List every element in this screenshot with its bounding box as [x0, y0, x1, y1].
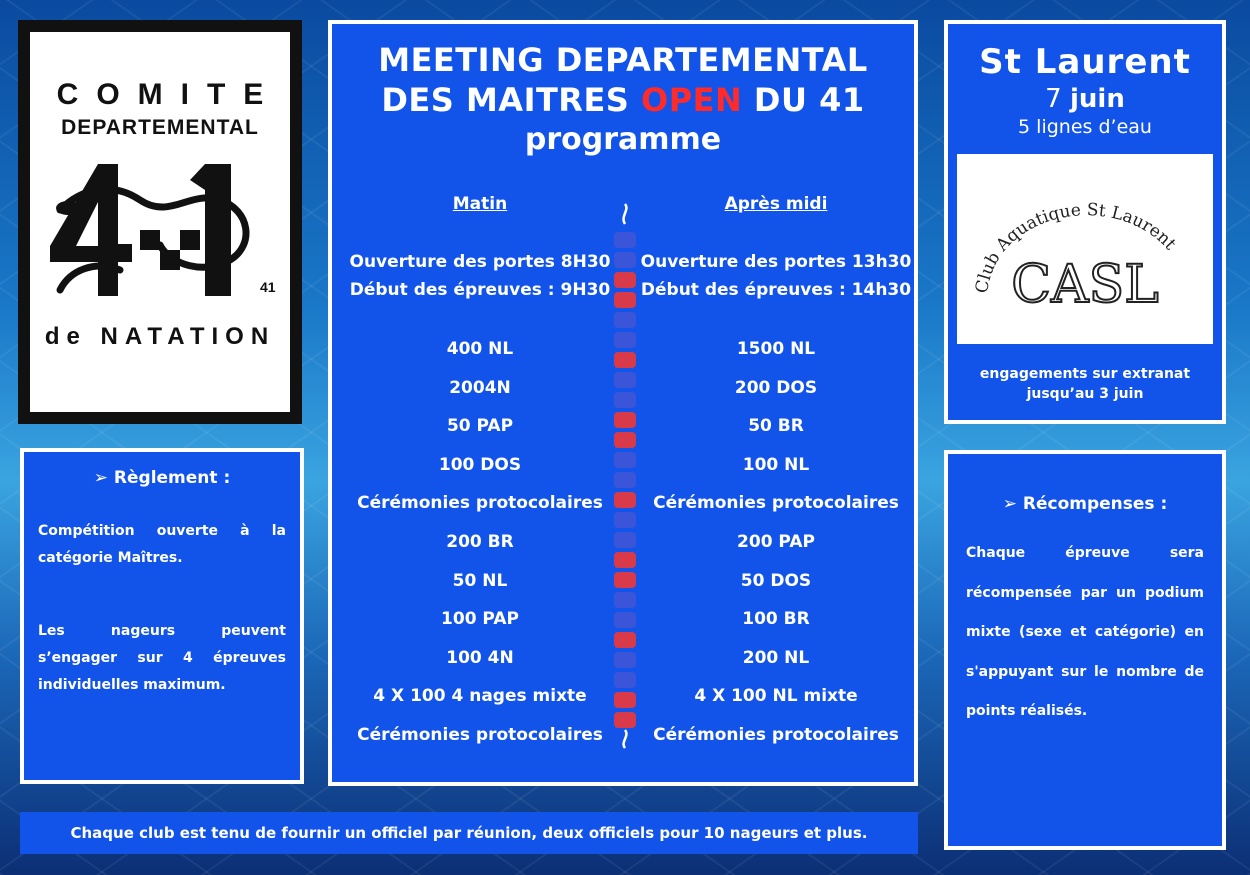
lane-float — [614, 672, 636, 688]
afternoon-event: 50 DOS — [740, 570, 812, 591]
recompenses-text: Chaque épreuve sera récompensée par un podium mixte (sexe et catégorie) en s'appuyant sur le nombre de points réalisés. — [966, 545, 1204, 720]
morning-event: 4 X 100 4 nages mixte — [373, 686, 587, 707]
lane-float — [614, 512, 636, 528]
logo-inner — [30, 32, 290, 412]
afternoon-event: 100 NL — [742, 454, 810, 475]
recompenses-panel — [944, 450, 1226, 850]
logo-comite-text: COMITE — [56, 78, 282, 111]
reglement-paragraph-1: Compétition ouverte à la catégorie Maîtres. — [38, 523, 286, 566]
lane-float — [614, 432, 636, 448]
morning-event: 100 4N — [446, 647, 514, 668]
lane-float — [614, 232, 636, 248]
lane-float — [614, 532, 636, 548]
engagements-line-2: jusqu’au 3 juin — [1026, 386, 1144, 402]
reglement-panel — [20, 448, 304, 784]
lanes-count: 5 lignes d’eau — [1018, 116, 1152, 138]
logo-41-emblem — [40, 150, 280, 305]
venue-panel — [944, 20, 1226, 424]
morning-heading: Matin — [452, 194, 508, 214]
comite-logo — [18, 20, 302, 424]
reglement-title: ➢ Règlement : — [93, 468, 231, 488]
morning-event: 2004N — [449, 377, 511, 398]
footer-text: Chaque club est tenu de fournir un officiel par réunion, deux officiels pour 10 nageurs et plus. — [70, 824, 868, 842]
title-line-2-end: DU 41 — [742, 81, 865, 119]
afternoon-column — [634, 194, 918, 755]
club-logo-name: Club Aquatique St Laurent — [971, 200, 1180, 295]
lane-float — [614, 652, 636, 668]
morning-event: 200 BR — [446, 531, 514, 552]
morning-event: Cérémonies protocolaires — [357, 493, 603, 514]
club-logo — [957, 154, 1213, 344]
lane-float — [614, 472, 636, 488]
afternoon-heading: Après midi — [724, 194, 828, 214]
lane-float — [614, 552, 636, 568]
morning-column — [338, 194, 622, 755]
recompenses-title: ➢ Récompenses : — [1002, 494, 1168, 514]
morning-start: Début des épreuves : 9H30 — [349, 280, 611, 300]
lane-float — [614, 632, 636, 648]
afternoon-event: Cérémonies protocolaires — [653, 724, 899, 745]
footer-banner — [20, 812, 918, 854]
reglement-paragraph-2: Les nageurs peuvent s’engager sur 4 épreuves individuelles maximum. — [38, 623, 286, 693]
afternoon-start: Début des épreuves : 14h30 — [640, 280, 912, 300]
afternoon-doors: Ouverture des portes 13h30 — [640, 252, 912, 272]
lane-float — [614, 332, 636, 348]
logo-departemental-text: DEPARTEMENTAL — [61, 116, 259, 139]
event-day: 7 — [1045, 84, 1062, 114]
lane-float — [614, 372, 636, 388]
afternoon-event: 200 PAP — [737, 531, 815, 552]
engagements-info — [948, 364, 1222, 404]
afternoon-event: 200 NL — [742, 647, 810, 668]
afternoon-event: 50 BR — [748, 416, 804, 437]
lane-float — [614, 492, 636, 508]
lane-float — [614, 292, 636, 308]
lane-float — [614, 312, 636, 328]
lane-float — [614, 452, 636, 468]
lane-float — [614, 612, 636, 628]
title-line-2-start: DES MAITRES — [381, 81, 641, 119]
program-panel — [328, 20, 918, 786]
meeting-title-line-1: MEETING DEPARTEMENTAL — [378, 41, 868, 79]
lane-float — [614, 712, 636, 728]
lane-float — [614, 252, 636, 268]
title-open-word: OPEN — [640, 81, 743, 119]
afternoon-event: 4 X 100 NL mixte — [694, 686, 858, 707]
meeting-title-line-2 — [332, 80, 914, 120]
logo-41-number: 41 — [260, 279, 276, 295]
program-subtitle: programme — [524, 122, 722, 157]
logo-natation-text: de NATATION — [44, 323, 276, 350]
morning-event: 100 PAP — [441, 609, 519, 630]
afternoon-event: 1500 NL — [736, 339, 816, 359]
lane-float — [614, 572, 636, 588]
afternoon-event: 100 BR — [742, 609, 810, 630]
morning-event: 50 PAP — [446, 416, 514, 437]
event-month: juin — [1069, 84, 1125, 114]
lizard-41-icon — [40, 150, 280, 300]
lane-float — [614, 352, 636, 368]
lane-float — [614, 412, 636, 428]
afternoon-event: 200 DOS — [734, 377, 818, 398]
morning-event: 400 NL — [446, 339, 514, 359]
casl-logo-icon — [957, 154, 1213, 344]
lane-float — [614, 692, 636, 708]
lane-float — [614, 392, 636, 408]
morning-doors: Ouverture des portes 8H30 — [349, 252, 611, 272]
afternoon-event: Cérémonies protocolaires — [653, 493, 899, 514]
lane-float — [614, 592, 636, 608]
engagements-line-1: engagements sur extranat — [979, 366, 1191, 382]
lane-float — [614, 272, 636, 288]
morning-event: 100 DOS — [438, 454, 522, 475]
venue-city: St Laurent — [979, 42, 1191, 82]
morning-event: Cérémonies protocolaires — [357, 724, 603, 745]
morning-event: 50 NL — [452, 570, 508, 591]
club-logo-initials: CASL — [1011, 255, 1159, 315]
event-date — [948, 84, 1222, 114]
